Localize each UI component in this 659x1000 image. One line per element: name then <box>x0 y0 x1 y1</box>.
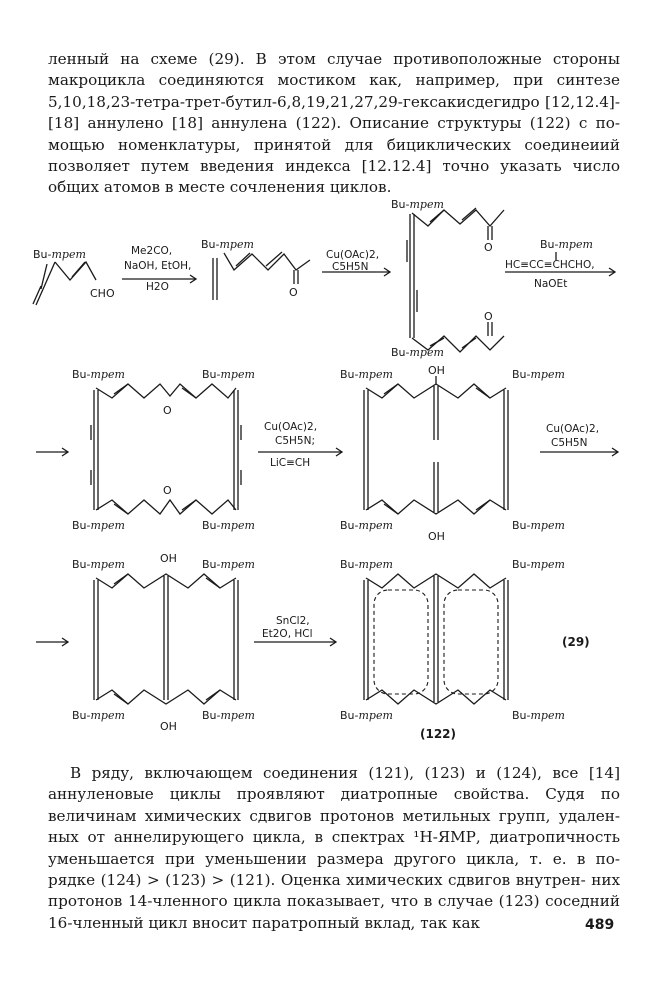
svg-text:O: O <box>289 286 298 299</box>
svg-text:Cu(OAc)2,: Cu(OAc)2, <box>264 421 318 433</box>
text-line: [18] аннулено [18] аннулена (122). Описание структуры (122) с по- <box>48 114 620 133</box>
svg-text:O: O <box>163 404 172 417</box>
macrocycle-dione <box>72 368 255 532</box>
svg-text:Bu-трет: Bu-трет <box>72 709 125 722</box>
text-line: 5,10,18,23-тетра-трет-бутил-6,8,19,21,27,29-гексакисдегидро [12,12.4]- <box>48 92 620 111</box>
dimer <box>391 198 504 359</box>
annulenoannulene-122 <box>340 558 565 741</box>
text-line: В ряду, включающем соединения (121), (123) и (124), все <box>70 764 579 782</box>
reaction-arrow-3 <box>505 238 615 290</box>
svg-text:OH: OH <box>428 530 445 543</box>
reaction-arrow-5 <box>540 423 618 456</box>
starting-aldehyde <box>33 248 115 305</box>
svg-text:OH: OH <box>428 364 445 377</box>
svg-text:Bu-трет: Bu-трет <box>72 368 125 381</box>
svg-text:Bu-трет: Bu-трет <box>340 709 393 722</box>
reaction-arrow-2 <box>322 249 390 276</box>
svg-text:Bu-трет: Bu-трет <box>340 519 393 532</box>
svg-text:C5H5N;: C5H5N; <box>275 435 315 447</box>
text-line: ленный на схеме (29). В этом случае противоположные стороны <box>48 50 620 68</box>
svg-text:O: O <box>163 484 172 497</box>
svg-text:Bu-трет: Bu-трет <box>512 519 565 532</box>
text-line: мощью номенклатуры, принятой для бициклических соединеиий <box>48 135 620 154</box>
svg-text:NaOEt: NaOEt <box>534 278 568 290</box>
svg-text:Bu-трет: Bu-трет <box>512 558 565 571</box>
svg-text:Bu-трет: Bu-трет <box>202 558 255 571</box>
svg-text:Bu-трет: Bu-трет <box>202 709 255 722</box>
svg-text:Bu-трет: Bu-трет <box>512 709 565 722</box>
reaction-arrow-6 <box>254 615 336 646</box>
svg-text:Me2CO,: Me2CO, <box>131 245 173 257</box>
enynone <box>201 238 310 300</box>
svg-text:Cu(OAc)2,: Cu(OAc)2, <box>326 249 380 261</box>
svg-text:HC≡CC≡CHCHO,: HC≡CC≡CHCHO, <box>505 259 595 271</box>
svg-text:Bu-трет: Bu-трет <box>201 238 254 251</box>
macrocycle-diethynyl-diol <box>340 364 565 543</box>
text-line: рядке (124) > (123) > (121). Оценка химических сдвигов внутрен- <box>48 871 586 890</box>
svg-text:Bu-трет: Bu-трет <box>512 368 565 381</box>
text-line: величинам химических сдвигов протонов метильных групп, удален- <box>48 806 620 825</box>
svg-text:O: O <box>484 310 493 323</box>
bicyclic-diol <box>72 552 255 733</box>
svg-text:NaOH, EtOH,: NaOH, EtOH, <box>124 260 192 272</box>
text-line: уменьшается при уменьшении размера другого цикла, т. е. в по- <box>48 849 620 868</box>
svg-text:Bu-трет: Bu-трет <box>391 198 444 211</box>
reaction-arrow-4 <box>258 421 342 469</box>
svg-text:OH: OH <box>160 720 177 733</box>
reaction-arrow-1 <box>122 245 196 293</box>
page-number: 489 <box>585 917 615 933</box>
svg-text:Bu-трет: Bu-трет <box>202 519 255 532</box>
paragraph-bottom <box>48 763 620 934</box>
svg-text:OH: OH <box>160 552 177 565</box>
scheme-number-29: (29) <box>562 635 590 649</box>
text-line: макроцикла соединяются мостиком как, например, при синтезе <box>48 71 620 90</box>
svg-text:Bu-трет: Bu-трет <box>72 519 125 532</box>
svg-text:Bu-трет: Bu-трет <box>391 346 444 359</box>
svg-text:Bu-трет: Bu-трет <box>202 368 255 381</box>
svg-text:Bu-трет: Bu-трет <box>340 558 393 571</box>
svg-text:C5H5N: C5H5N <box>332 261 369 273</box>
svg-text:H2O: H2O <box>146 281 169 293</box>
svg-text:C5H5N: C5H5N <box>551 437 588 449</box>
svg-text:O: O <box>484 241 493 254</box>
svg-text:Bu-трет: Bu-трет <box>540 238 593 251</box>
svg-text:Bu-трет: Bu-трет <box>33 248 86 261</box>
svg-text:CHO: CHO <box>90 287 115 300</box>
svg-text:Et2O, HCl: Et2O, HCl <box>262 628 313 640</box>
svg-text:Cu(OAc)2,: Cu(OAc)2, <box>546 423 600 435</box>
svg-text:SnCl2,: SnCl2, <box>276 615 310 627</box>
text-line: общих атомов в месте сочленения циклов. <box>48 178 392 197</box>
svg-text:LiC≡CH: LiC≡CH <box>270 457 311 469</box>
text-line: [14] аннуленовые циклы проявляют диатропные свойства. Судя по <box>48 764 620 804</box>
text-line: ных от аннелирующего цикла, в спектрах ¹H-ЯМР, диатропичность <box>48 828 620 847</box>
text-line: позволяет путем введения индекса [12.12.4] точно указать число <box>48 157 620 176</box>
text-line: них протонов 14-членного цикла показывает, что в случае (123) <box>48 871 621 911</box>
text-line: соседний 16-членный цикл вносит паратропный вклад, так как <box>48 892 621 932</box>
svg-text:Bu-трет: Bu-трет <box>340 368 393 381</box>
svg-text:Bu-трет: Bu-трет <box>72 558 125 571</box>
svg-text:(122): (122) <box>420 727 457 741</box>
